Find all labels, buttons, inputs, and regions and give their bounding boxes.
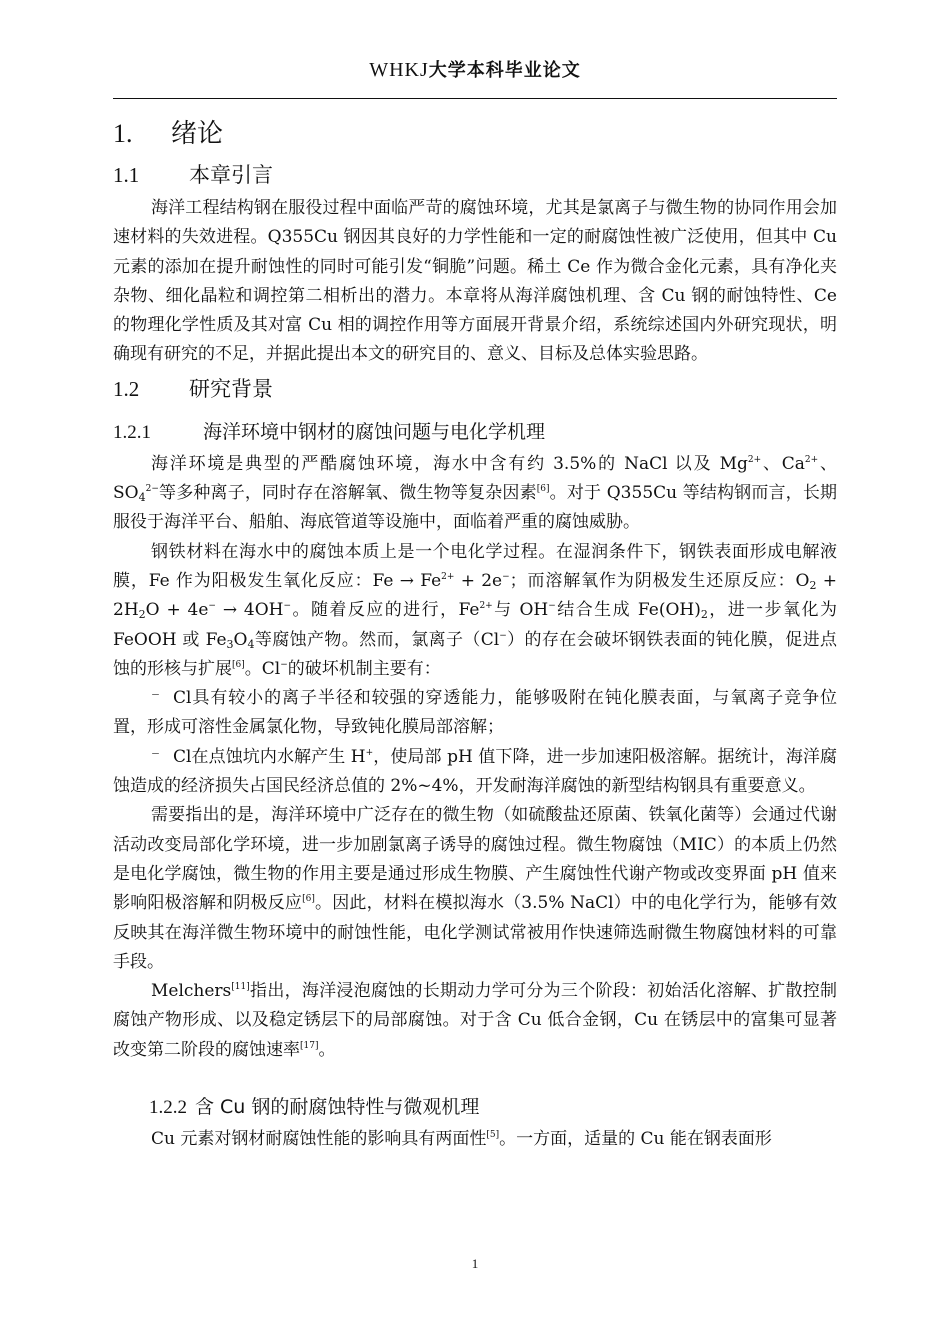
- running-header: [0, 56, 950, 82]
- citation: [5]: [486, 1130, 500, 1141]
- citation: [6]: [302, 894, 315, 905]
- bullet-marker: ⁻: [151, 688, 160, 709]
- section-title: 本章引言: [189, 163, 273, 187]
- paragraph-electrochemistry: 钢铁材料在海水中的腐蚀本质上是一个电化学过程。在湿润条件下，钢铁表面形成电解液膜，Fe 作为阳极发生氧化反应：$Fe \to Fe^{2+} + 2e^-$；而溶解氧作为阴极发生还原反应：$O_2 + 2H_2O + 4e^- \to 4OH^-$。随着反应的进行，$Fe^{2+}$与 OH−结合生成 $Fe(OH)_2$，进一步氧化为 FeOOH 或 $Fe_3O_4$等腐蚀产物。然而，氯离子（Cl−）的存在会破坏钢铁表面的钝化膜，促进点蚀的形核与扩展[6]。Cl−的破坏机制主要有：: [113, 541, 838, 679]
- citation: [11]: [231, 982, 250, 993]
- section-heading-1-1: [113, 156, 837, 194]
- subsection-heading-1-2-2: [149, 1089, 837, 1125]
- header-latin: WHKJ: [369, 59, 429, 81]
- paragraph-intro: 海洋工程结构钢在服役过程中面临严苛的腐蚀环境，尤其是氯离子与微生物的协同作用会加速材料的失效进程。Q355Cu 钢因其良好的力学性能和一定的耐腐蚀性被广泛使用，但其中 Cu 元素的添加在提升耐蚀性的同时可能引发“铜脆”问题。稀土 Ce 作为微合金化元素，具有净化夹杂物、细化晶粒和调控第二相析出的潜力。本章将从海洋腐蚀机理、含 Cu 钢的耐蚀特性、Ce 的物理化学性质及其对富 Cu 相的调控作用等方面展开背景介绍，系统综述国内外研究现状，明确现有研究的不足，并据此提出本文的研究目的、意义、目标及总体实验思路。: [113, 198, 837, 365]
- list-item-chloride-1: ⁻ Cl具有较小的离子半径和较强的穿透能力，能够吸附在钝化膜表面，与氧离子竞争位置，形成可溶性金属氯化物，导致钝化膜局部溶解；: [113, 684, 837, 743]
- paragraph-cu-effect: Cu 元素对钢材耐腐蚀性能的影响具有两面性[5]。一方面，适量的 Cu 能在钢表面形: [151, 1129, 772, 1150]
- list-item-chloride-2: ⁻ Cl在点蚀坑内水解产生 H+，使局部 pH 值下降，进一步加速阳极溶解。据统计，海洋腐蚀造成的经济损失占国民经济总值的 2%~4%，开发耐海洋腐蚀的新型结构钢具有重要意义。: [113, 743, 837, 802]
- citation: [6]: [232, 659, 245, 670]
- paragraph-microbial-corrosion: 需要指出的是，海洋环境中广泛存在的微生物（如硫酸盐还原菌、铁氧化菌等）会通过代谢活动改变局部化学环境，进一步加剧氯离子诱导的腐蚀过程。微生物腐蚀（MIC）的本质上仍然是电化学腐蚀，微生物的作用主要是通过形成生物膜、产生腐蚀性代谢产物或改变界面 pH 值来影响阳极溶解和阴极反应[6]。因此，材料在模拟海水（3.5% NaCl）中的电化学行为，能够有效反映其在海洋微生物环境中的耐蚀性能，电化学测试常被用作快速筛选耐微生物腐蚀材料的可靠手段。: [113, 805, 838, 972]
- chapter-title: 绪论: [171, 119, 224, 149]
- header-rule: [113, 98, 837, 99]
- paragraph-seawater-environment: 海洋环境是典型的严酷腐蚀环境，海水中含有约 3.5%的 NaCl 以及 $Mg^{2+}$、$Ca^{2+}$、$SO_4^{2-}$等多种离子，同时存在溶解氧、微生物等复杂因素[6]。对于 Q355Cu 等结构钢而言，长期服役于海洋平台、船舶、海底管道等设施中，面临着严重的腐蚀威胁。: [113, 453, 838, 533]
- header-title: 大学本科毕业论文: [428, 60, 581, 81]
- chapter-number: 1.: [113, 119, 133, 148]
- chapter-heading: [113, 112, 837, 156]
- page-body: [113, 112, 837, 1154]
- bullet-marker: ⁻: [151, 746, 160, 767]
- section-heading-1-2: [113, 370, 837, 408]
- citation: [17]: [300, 1040, 319, 1051]
- subsection-number: 1.2.2: [149, 1097, 187, 1119]
- subsection-number: 1.2.1: [113, 421, 151, 443]
- paragraph-melchers: Melchers[11]指出，海洋浸泡腐蚀的长期动力学可分为三个阶段：初始活化溶解、扩散控制腐蚀产物形成、以及稳定锈层下的局部腐蚀。对于含 Cu 低合金钢，Cu 在锈层中的富集可显著改变第二阶段的腐蚀速率[17]。: [113, 981, 837, 1060]
- page-number: 1: [471, 1256, 479, 1271]
- citation: [6]: [536, 484, 550, 495]
- section-number: 1.1: [113, 163, 140, 187]
- subsection-title: 海洋环境中钢材的腐蚀问题与电化学机理: [203, 420, 546, 443]
- subsection-heading-1-2-1: [113, 414, 837, 450]
- section-title: 研究背景: [189, 376, 273, 401]
- section-number: 1.2: [113, 376, 140, 401]
- subsection-title: 含 Cu 钢的耐腐蚀特性与微观机理: [195, 1096, 480, 1119]
